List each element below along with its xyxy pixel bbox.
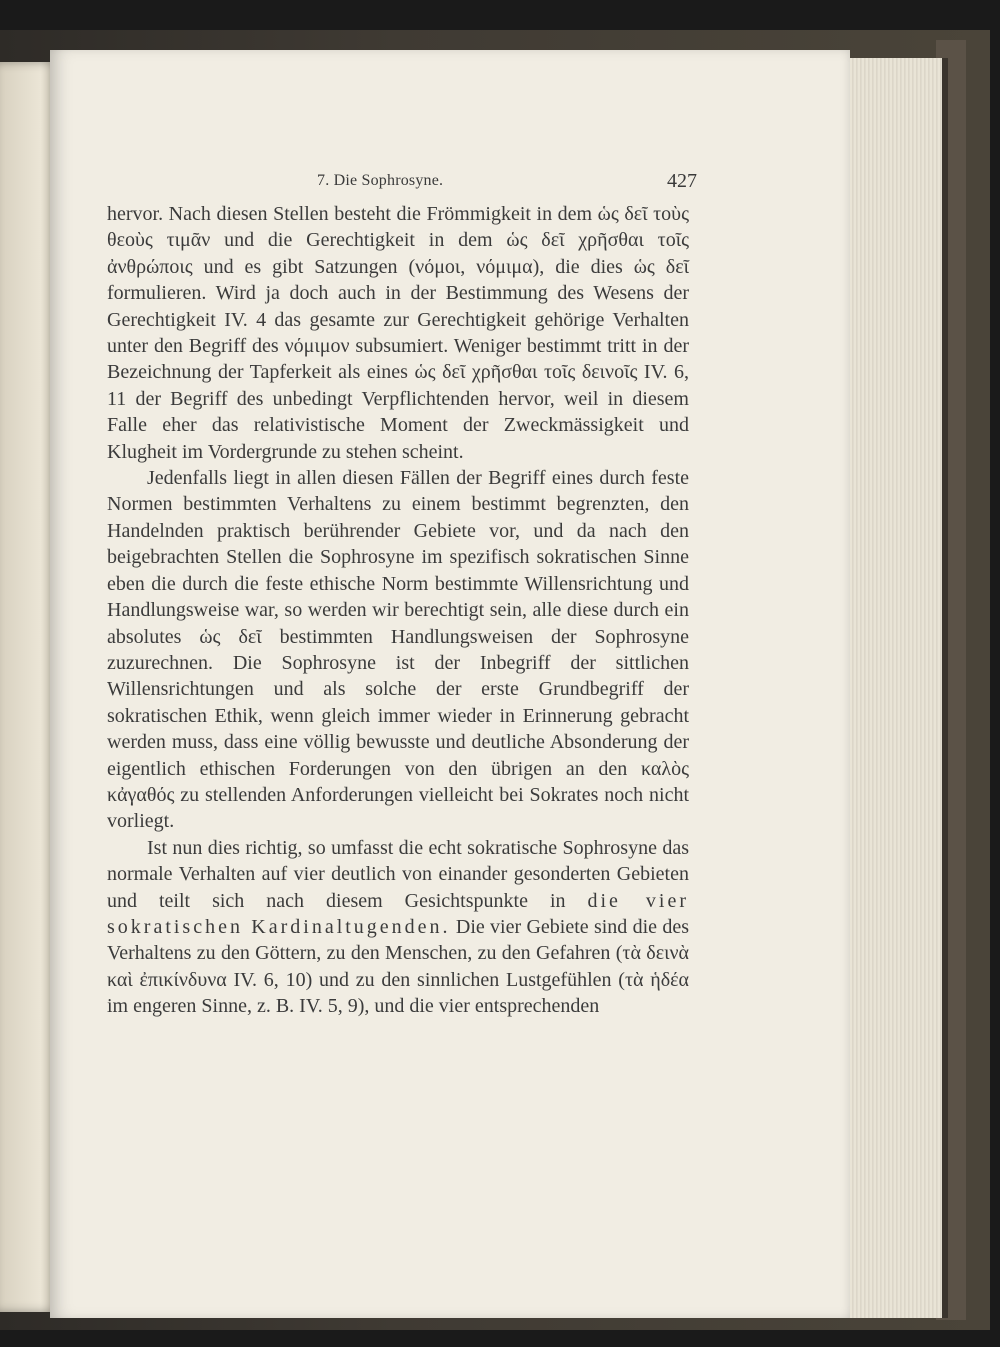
paragraph-2: Jedenfalls liegt in allen diesen Fällen der Begriff eines durch feste Normen bestimmten Verhaltens zu einem bestimmt begrenzten, den Handelnden praktisch berührender Gebiete vor, und da nach den beigebrachten Stellen die Sophrosyne im spezifisch sokratischen Sinne eben die durch die feste ethische Norm bestimmte Willensrichtung und Handlungsweise war, so werden wir berechtigt sein, alle diese durch ein absolutes ὡς δεῖ bestimmten Handlungsweisen der Sophrosyne zuzurechnen. Die Sophrosyne ist der Inbegriff der sittlichen Willensrichtungen und als solche der erste Grundbegriff der sokratischen Ethik, wenn gleich immer wieder in Erinnerung gebracht werden muss, dass eine völlig bewusste und deutliche Absonderung der eigentlich ethischen Forderungen von den übrigen an den καλὸς κἀγαθός zu stellenden Anforderungen vielleicht bei Sokrates noch nicht vorliegt. xyxy=(107,467,689,833)
paragraph-3-end: Die vier Gebiete sind die des Verhaltens zu den Göttern, zu den Menschen, zu den Gefahren (τὰ δεινὰ καὶ ἐπικίνδυνα IV. 6, 10) und zu den sinnlichen Lustgefühlen (τὰ ἡδέα im engeren Sinne, z. B. IV. 5, 9), und die vier entsprechenden xyxy=(107,915,689,1018)
spaced-emphasis: die vier sokratischen Kardinaltugenden. xyxy=(107,889,689,938)
page-number: 427 xyxy=(667,170,697,192)
paragraph-1: hervor. Nach diesen Stellen besteht die Frömmigkeit in dem ὡς δεῖ τοὺς θεοὺς τιμᾶν und die Gerechtigkeit in dem ὡς δεῖ χρῆσθαι τοῖς ἀνθρώποις und es gibt Satzungen (νόμοι, νόμιμα), die dies ὡς δεῖ formulieren. Wird ja doch auch in der Bestimmung des Wesens der Gerechtigkeit IV. 4 das gesamte zur Gerechtigkeit gehörige Verhalten unter den Begriff des νόμιμον subsumiert. Weniger bestimmt tritt in der Bezeichnung der Tapferkeit als eines ὡς δεῖ χρῆσθαι τοῖς δεινοῖς IV. 6, 11 der Begriff des unbedingt Verpflichtenden hervor, weil in diesem Falle eher das relativistische Moment der Zweckmässigkeit und Klugheit im Vordergrunde zu stehen scheint. xyxy=(107,203,689,463)
page-header xyxy=(107,170,697,194)
paragraph-3 xyxy=(107,835,689,1020)
text-body xyxy=(107,201,689,1020)
running-head: 7. Die Sophrosyne. xyxy=(317,172,444,189)
paragraph-3-start: Ist nun dies richtig, so umfasst die echt sokratische Sophrosyne das normale Verhalten auf vier deutlich von einander gesonderten Gebieten und teilt sich nach diesem Gesichtspunkte in xyxy=(107,836,689,912)
